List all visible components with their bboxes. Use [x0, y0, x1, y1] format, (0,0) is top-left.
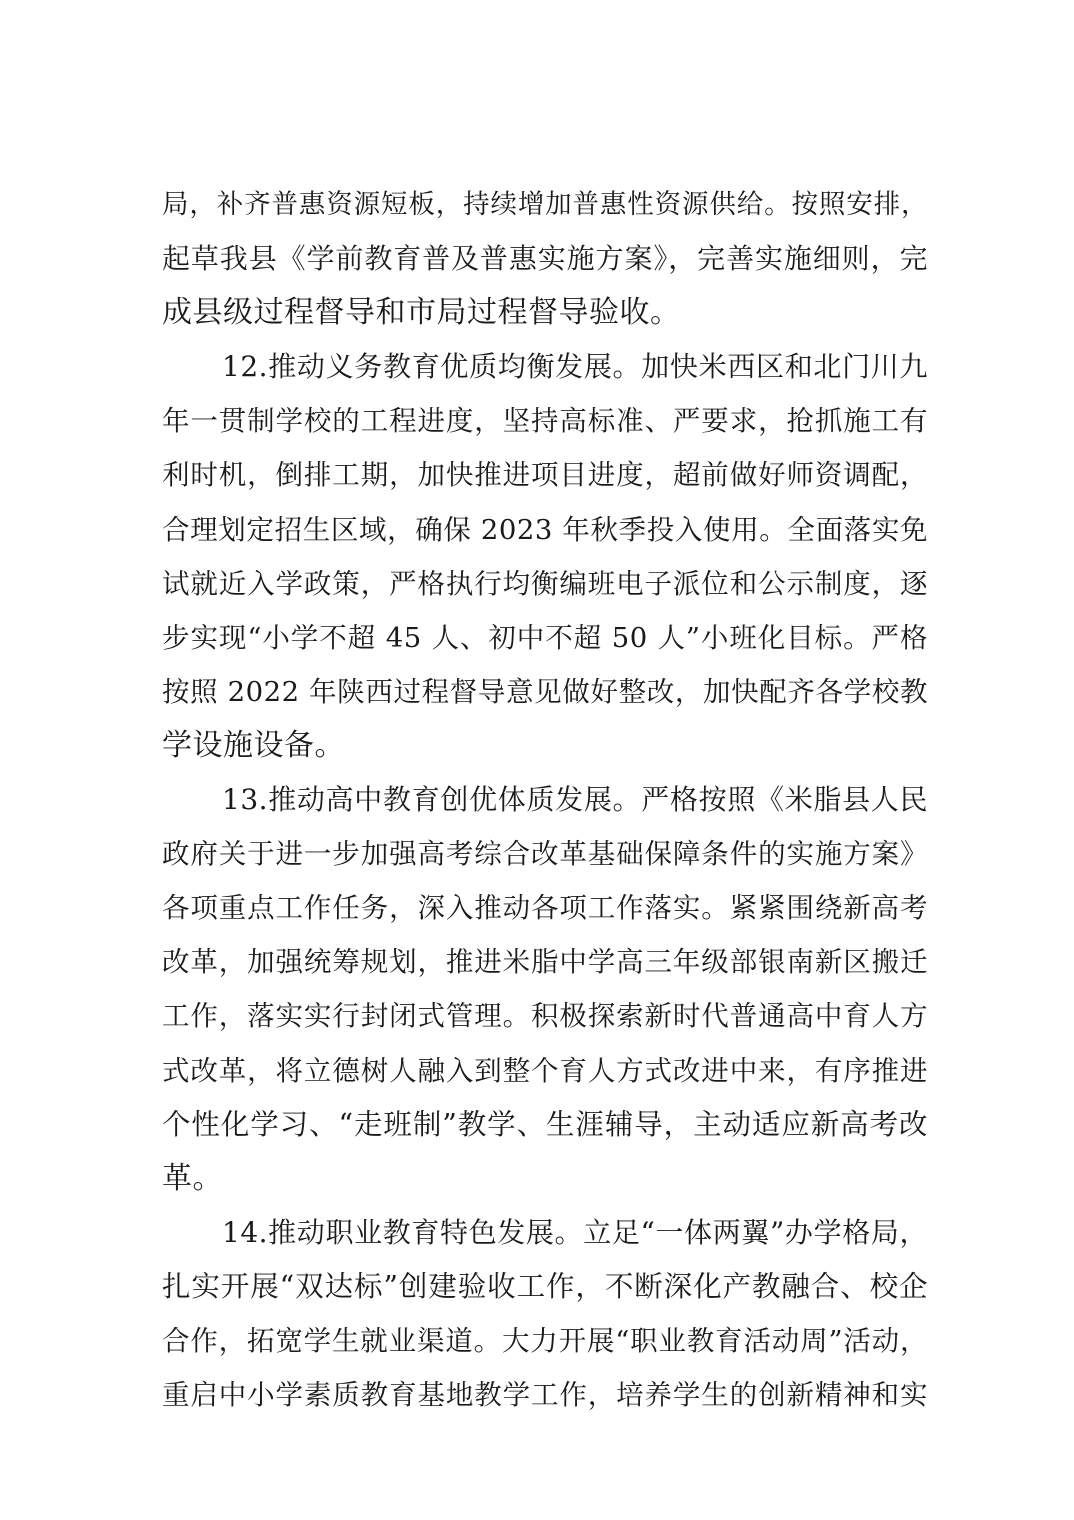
- text-line: 各项重点工作任务，深入推动各项工作落实。紧紧围绕新高考: [162, 892, 928, 925]
- text-line: 合作，拓宽学生就业渠道。大力开展“职业教育活动周”活动，: [162, 1324, 928, 1357]
- document-body: [162, 178, 928, 1422]
- text-line: 按照 2022 年陕西过程督导意见做好整改，加快配齐各学校教: [162, 675, 928, 708]
- text-line: 利时机，倒排工期，加快推进项目进度，超前做好师资调配，: [162, 459, 928, 492]
- text-line: 革。: [162, 1160, 223, 1196]
- paragraph-first-line: 14.推动职业教育特色发展。立足“一体两翼”办学格局，: [222, 1215, 928, 1249]
- text-line: 步实现“小学不超 45 人、初中不超 50 人”小班化目标。严格: [162, 621, 928, 654]
- paragraph-continued: [162, 178, 928, 340]
- text-line: 学设施设备。: [162, 727, 345, 763]
- text-line: 式改革，将立德树人融入到整个育人方式改进中来，有序推进: [162, 1054, 928, 1087]
- text-line: 扎实开展“双达标”创建验收工作，不断深化产教融合、校企: [162, 1269, 928, 1303]
- text-line: 个性化学习、“走班制”教学、生涯辅导，主动适应新高考改: [162, 1107, 928, 1141]
- text-line: 工作，落实实行封闭式管理。积极探索新时代普通高中育人方: [162, 1000, 928, 1033]
- text-line: 改革，加强统筹规划，推进米脂中学高三年级部银南新区搬迁: [162, 946, 928, 979]
- paragraph-first-line: 12.推动义务教育优质均衡发展。加快米西区和北门川九: [222, 350, 928, 384]
- paragraph-12: [162, 340, 928, 773]
- paragraph-13: [162, 773, 928, 1206]
- text-line: 起草我县《学前教育普及普惠实施方案》，完善实施细则，完: [162, 242, 928, 276]
- text-line: 试就近入学政策，严格执行均衡编班电子派位和公示制度，逐: [162, 567, 928, 600]
- paragraph-first-line: 13.推动高中教育创优体质发展。严格按照《米脂县人民: [222, 783, 928, 817]
- text-line: 年一贯制学校的工程进度，坚持高标准、严要求，抢抓施工有: [162, 405, 928, 438]
- text-line: 政府关于进一步加强高考综合改革基础保障条件的实施方案》: [162, 838, 928, 871]
- text-line: 重启中小学素质教育基地教学工作，培养学生的创新精神和实: [162, 1379, 928, 1412]
- text-line: 成县级过程督导和市局过程督导验收。: [162, 295, 681, 331]
- text-line: 局，补齐普惠资源短板，持续增加普惠性资源供给。按照安排，: [162, 189, 928, 220]
- paragraph-14: [162, 1206, 928, 1422]
- text-line: 合理划定招生区域，确保 2023 年秋季投入使用。全面落实免: [162, 513, 928, 546]
